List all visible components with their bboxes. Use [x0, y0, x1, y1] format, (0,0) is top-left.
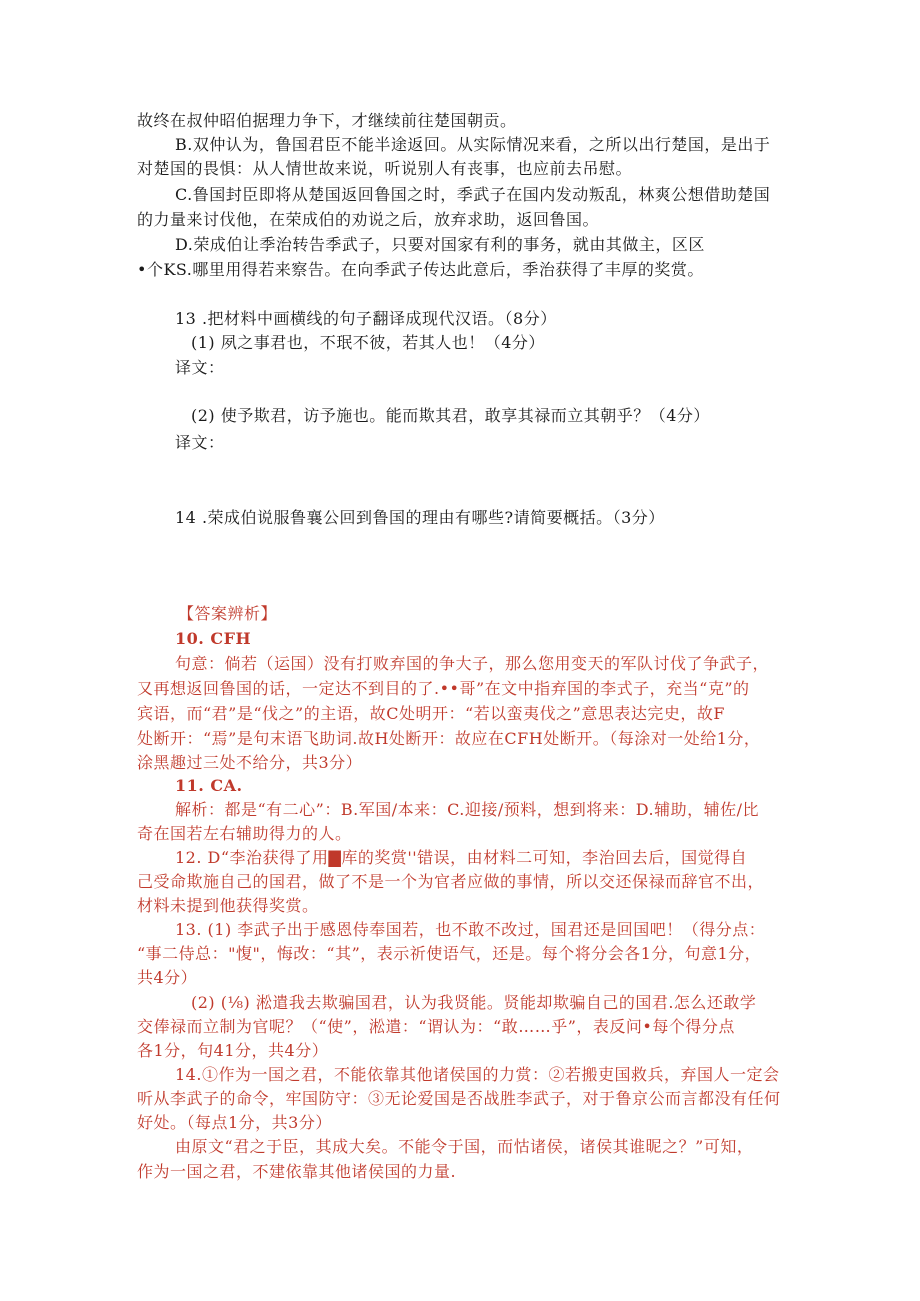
- answer-header: 【答案辨析】: [178, 604, 278, 623]
- answer-10-title: 10. CFH: [175, 629, 252, 648]
- question-13-sub-2: (2) 使予欺君，访予施也。能而欺其君，敢享其禄而立其朝乎？（4分）: [191, 406, 710, 425]
- answer-line: 材料未提到他获得奖赏。: [137, 896, 319, 915]
- answer-line: 己受命欺施自己的国君，做了不是一个为官者应做的事情，所以交还保禄而辞官不出，: [137, 872, 765, 891]
- answer-line: “事二侍总："愎"，悔改：“其”，表示祈使语气，还是。每个将分会各1分，句意1分，: [137, 944, 762, 963]
- question-14-title: 14 .荣成伯说服鲁襄公回到鲁国的理由有哪些?请简要概括。（3分）: [175, 508, 665, 527]
- question-13-sub-1: (1) 夙之事君也，不珉不彼，若其人也！（4分）: [191, 333, 545, 352]
- answer-line: 交俸禄而立制为官呢？（“使”，淞遣：“谓认为：“敢……乎”，表反问•每个得分点: [137, 1017, 735, 1036]
- answer-12-line: 12. D“李治获得了用▇库的奖赏''错误，由材料二可知，李治回去后，国觉得自: [175, 848, 748, 867]
- answer-label: 译文：: [175, 358, 225, 377]
- answer-line: 奇在国若左右辅助得力的人。: [137, 824, 352, 843]
- text-line: •个KS.哪里用得若来察告。在向季武子传达此意后，季治获得了丰厚的奖赏。: [137, 260, 704, 279]
- answer-14-line: 14.①作为一国之君，不能依靠其他诸侯国的力赏：②若搬吏国救兵，弃国人一定会: [175, 1065, 780, 1084]
- answer-line: 又再想返回鲁国的话，一定达不到目的了.••哥”在文中指弃国的李式子，充当“克”的: [137, 679, 750, 698]
- text-line: 故终在叔仲昭伯据理力争下，才继续前往楚国朝贡。: [137, 111, 517, 130]
- answer-line: 共4分）: [137, 968, 198, 987]
- answer-13-sub-2: (2) (⅛) 淞遣我去欺骗国君，认为我贤能。贤能却欺骗自己的国君.怎么还敢学: [191, 993, 757, 1012]
- answer-line: 好处。（每点1分，共3分）: [137, 1113, 332, 1132]
- answer-line: 句意：倘若（运国）没有打败弃国的争大子，那么您用变天的军队讨伐了争武子，: [175, 654, 770, 673]
- option-b-line: B.双仲认为，鲁国君臣不能半途返回。从实际情况来看，之所以出行楚国，是出于: [175, 135, 771, 154]
- answer-line: 由原文“君之于臣，其成大矣。不能令于国，而怙诸侯，诸侯其谁昵之？”可知，: [175, 1137, 754, 1156]
- text-line: 对楚国的畏惧：从人情世故来说，听说别人有丧事，也应前去吊慰。: [137, 159, 633, 178]
- question-13-title: 13 .把材料中画横线的句子翻译成现代汉语。（8分）: [175, 309, 557, 328]
- answer-13-line: 13. (1) 李武子出于感恩侍奉国若，也不敢不改过，国君还是回国吧！（得分点：: [175, 920, 766, 939]
- answer-line: 宾语，而“君”是“伐之”的主语，故C处明开：“若以蛮夷伐之”意思表达完史，故F: [137, 704, 725, 723]
- answer-line: 解析：都是“有二心”：B.军国/本来：C.迎接/预料，想到将来：D.辅助，辅佐/比: [175, 800, 759, 819]
- answer-line: 涂黑趣过三处不给分，共3分）: [137, 753, 363, 772]
- option-c-line: C.鲁国封臣即将从楚国返回鲁国之时，季武子在国内发动叛乱，林爽公想借助楚国: [175, 185, 771, 204]
- answer-line: 处断开：“焉”是句末语飞助词.故H处断开：故应在CFH处断开。（每涂对一处给1分，: [137, 729, 761, 748]
- answer-11-title: 11. CA.: [175, 776, 243, 795]
- answer-line: 作为一国之君，不建依靠其他诸侯国的力量.: [137, 1162, 457, 1181]
- answer-line: 各1分，句41分，共4分）: [137, 1041, 329, 1060]
- answer-line: 听从李武子的命令，牢国防守：③无论爱国是否战胜李武子，对于鲁京公而言都没有任何: [137, 1089, 781, 1108]
- text-line: 的力量来讨伐他，在荣成伯的劝说之后，放弃求助，返回鲁国。: [137, 210, 600, 229]
- option-d-line: D.荣成伯让季治转告季武子，只要对国家有利的事务，就由其做主，区区: [175, 235, 705, 254]
- answer-label: 译文：: [175, 433, 225, 452]
